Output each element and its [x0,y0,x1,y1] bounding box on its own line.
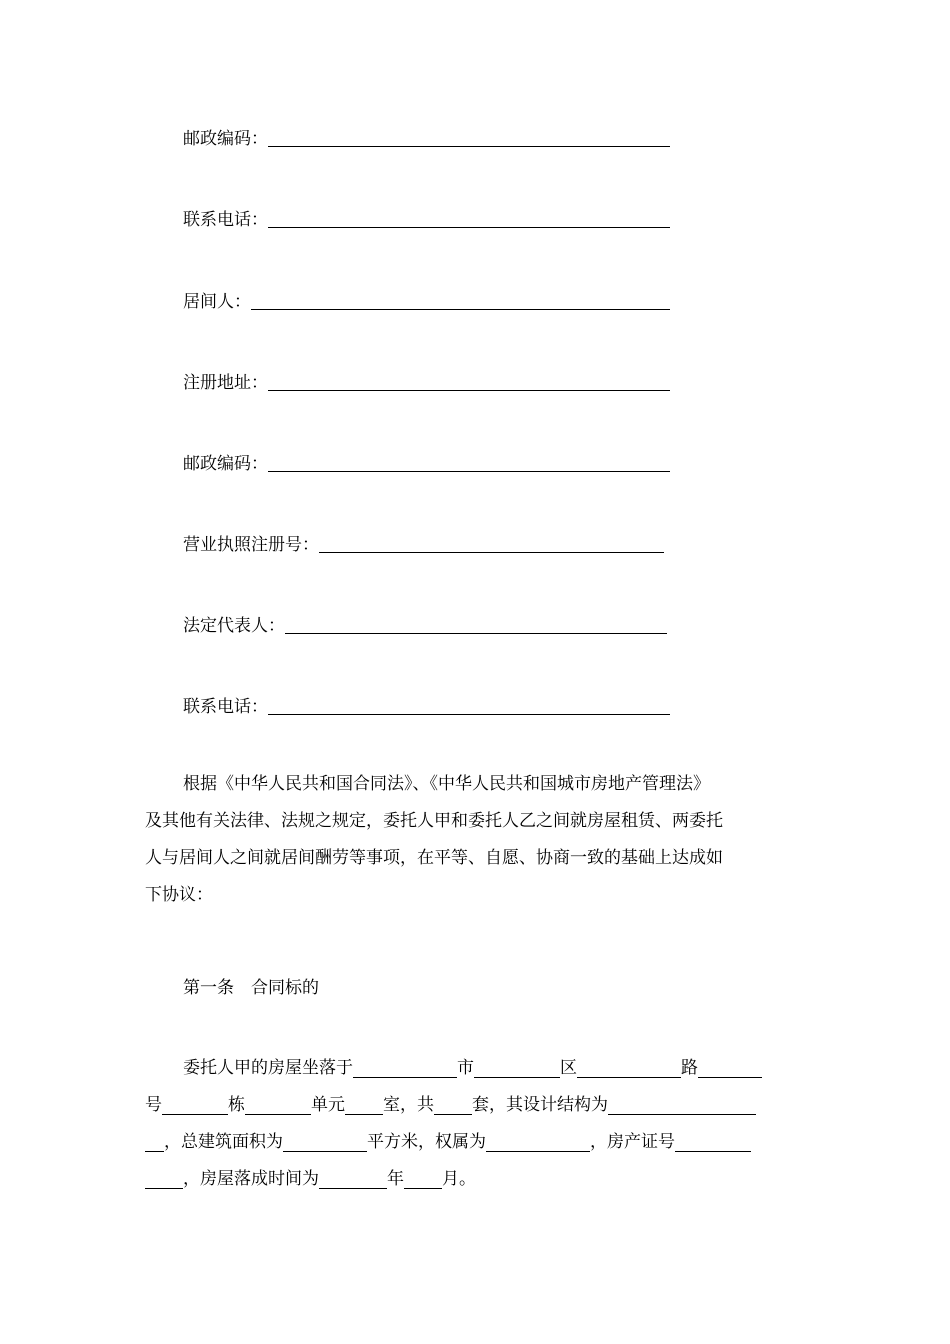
postal-code-field-2 [183,452,670,476]
postal-code-label: 邮政编码： [183,454,268,474]
registered-address-field [183,371,670,395]
phone-blank[interactable] [268,227,670,228]
property-text: ，房产证号 [590,1132,675,1152]
property-text: 区 [560,1058,577,1078]
legal-representative-field [183,614,667,638]
property-line [145,1050,805,1087]
preamble-paragraph [145,766,805,914]
phone-field-1 [183,208,670,232]
property-text: 月。 [442,1169,476,1189]
postal-code-blank[interactable] [268,471,670,472]
preamble-line [145,877,805,914]
property-text: 号 [145,1095,162,1115]
postal-code-label: 邮政编码： [183,129,268,149]
district-blank[interactable] [474,1077,560,1078]
property-paragraph [145,1050,805,1198]
phone-blank[interactable] [268,714,670,715]
number-blank[interactable] [162,1114,228,1115]
postal-code-blank[interactable] [268,146,670,147]
structure-blank[interactable] [608,1114,756,1115]
certificate-blank-cont[interactable] [145,1188,183,1189]
preamble-text: 下协议： [145,885,213,905]
property-line [145,1124,805,1161]
certificate-blank[interactable] [675,1151,751,1152]
property-text: ，房屋落成时间为 [183,1169,319,1189]
property-text: 平方米，权属为 [367,1132,486,1152]
room-count-blank[interactable] [434,1114,472,1115]
legal-representative-label: 法定代表人： [183,616,285,636]
property-text: 套，其设计结构为 [472,1095,608,1115]
phone-label: 联系电话： [183,697,268,717]
intermediary-label: 居间人： [183,292,251,312]
business-license-blank[interactable] [319,552,664,553]
number-blank[interactable] [698,1077,762,1078]
registered-address-label: 注册地址： [183,373,268,393]
road-blank[interactable] [577,1077,681,1078]
legal-representative-blank[interactable] [285,633,667,634]
business-license-label: 营业执照注册号： [183,535,319,555]
year-blank[interactable] [319,1188,387,1189]
postal-code-field-1 [183,127,670,151]
article-heading-block [145,970,805,1007]
property-text: 年 [387,1169,404,1189]
city-blank[interactable] [353,1077,457,1078]
property-line [145,1087,805,1124]
intermediary-field [183,290,670,314]
month-blank[interactable] [404,1188,442,1189]
structure-blank-cont[interactable] [145,1151,164,1152]
building-blank[interactable] [245,1114,311,1115]
phone-label: 联系电话： [183,210,268,230]
preamble-line [145,766,805,803]
property-text: 委托人甲的房屋坐落于 [183,1058,353,1078]
business-license-field [183,533,664,557]
property-text: 单元 [311,1095,345,1115]
preamble-line [145,803,805,840]
property-text: 室，共 [383,1095,434,1115]
property-text: 市 [457,1058,474,1078]
property-text: 栋 [228,1095,245,1115]
preamble-text: 人与居间人之间就居间酬劳等事项，在平等、自愿、协商一致的基础上达成如 [145,848,723,868]
preamble-line [145,840,805,877]
property-text: 路 [681,1058,698,1078]
ownership-blank[interactable] [486,1151,590,1152]
property-line [145,1161,805,1198]
preamble-text: 根据《中华人民共和国合同法》、《中华人民共和国城市房地产管理法》 [183,774,710,794]
intermediary-blank[interactable] [251,309,670,310]
property-text: ，总建筑面积为 [164,1132,283,1152]
registered-address-blank[interactable] [268,390,670,391]
article-heading: 第一条 合同标的 [183,978,319,998]
preamble-text: 及其他有关法律、法规之规定，委托人甲和委托人乙之间就房屋租赁、两委托 [145,811,723,831]
phone-field-2 [183,695,670,719]
area-blank[interactable] [283,1151,367,1152]
unit-blank[interactable] [345,1114,383,1115]
